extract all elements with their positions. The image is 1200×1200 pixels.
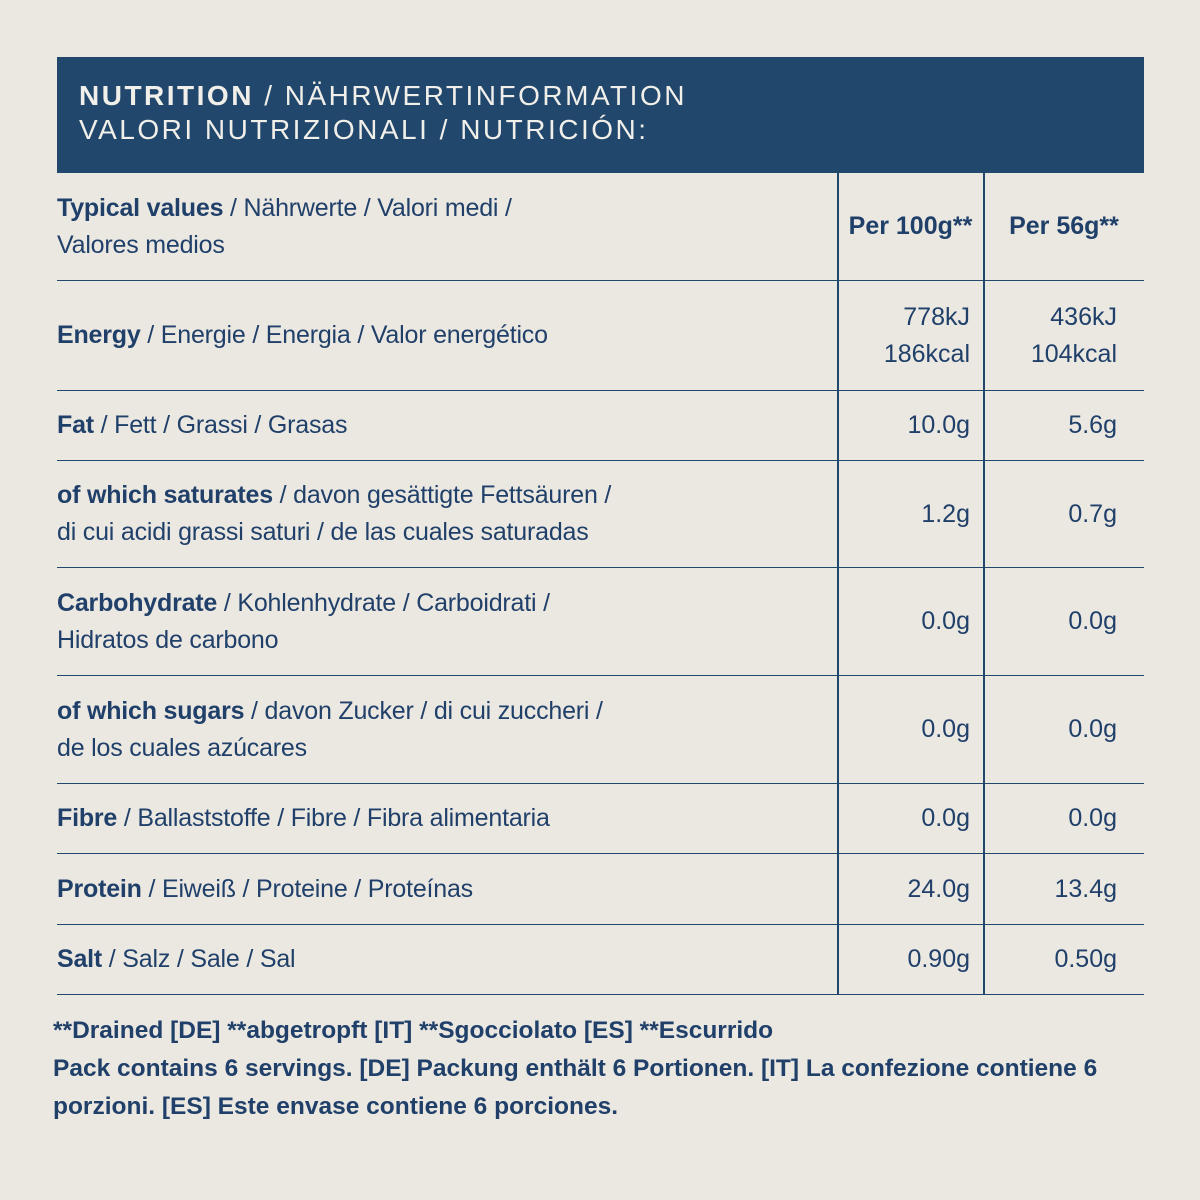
row-label-bold: Energy [57,321,141,349]
row-label-rest: / Energie / Energia / Valor energético [140,321,548,349]
row-label-bold: Carbohydrate [57,588,218,617]
energy-kcal-56g: 104kcal [1030,339,1117,368]
row-label-rest: / Kohlenhydrate / Carboidrati / [217,588,550,617]
row-label-bold: Salt [57,945,103,973]
table-row [57,281,1144,391]
table-row [57,391,1144,461]
row-label-line2: de los cuales azúcares [57,733,307,762]
header-label-rest: / Nährwerte / Valori medi / [223,193,512,222]
row-label-rest: / Salz / Sale / Sal [102,945,296,973]
header-label-bold: Typical values [57,193,224,222]
row-label [57,784,817,853]
header-per-56g [984,173,1144,280]
banner-title-rest: / NÄHRWERTINFORMATION [253,80,687,111]
row-label [57,925,817,994]
row-label-rest: / Fett / Grassi / Grasas [93,411,348,439]
row-label-bold: Protein [57,874,142,903]
row-label [57,676,817,783]
energy-kcal-100g: 186kcal [883,339,970,368]
header-per-100g-text: Per 100g** [848,212,973,240]
value-per-100g [838,854,970,924]
value-text: 0.0g [921,715,970,743]
value-text: 0.0g [1068,715,1117,743]
nutrition-table [57,173,1144,995]
table-row [57,676,1144,784]
value-per-100g [838,391,970,460]
value-per-56g [984,676,1117,783]
table-row [57,854,1144,925]
value-per-56g [984,854,1117,924]
value-per-100g [838,925,970,994]
value-per-56g [984,568,1117,675]
value-per-100g [838,784,970,853]
value-text: 24.0g [907,874,970,903]
row-label-bold: of which saturates [57,481,273,509]
table-row [57,568,1144,676]
banner-title-line2: VALORI NUTRIZIONALI / NUTRICIÓN: [79,114,649,145]
value-per-56g [984,281,1117,390]
value-per-100g [838,461,970,567]
value-per-100g [838,568,970,675]
value-text: 0.90g [907,945,970,973]
value-per-56g [984,461,1117,567]
value-text: 0.7g [1068,499,1117,528]
row-label-bold: Fat [57,411,94,439]
value-per-56g [984,391,1117,460]
value-text: 0.0g [921,607,970,635]
value-text: 13.4g [1054,874,1117,903]
table-row [57,925,1144,995]
header-per-100g [838,173,983,280]
value-text: 0.0g [1068,607,1117,635]
value-per-56g [984,784,1117,853]
footnote [53,1012,1153,1126]
table-row [57,461,1144,568]
row-label-line2: di cui acidi grassi saturi / de las cuales saturadas [57,518,589,546]
row-label-line2: Hidratos de carbono [57,625,279,654]
value-text: 5.6g [1068,411,1117,439]
row-label-rest: / davon gesättigte Fettsäuren / [272,481,612,509]
footnote-servings-line1: Pack contains 6 servings. [DE] Packung enthält 6 Portionen. [IT] La confezione contiene 6 [53,1055,1098,1082]
value-text: 0.50g [1054,945,1117,973]
banner-title-line1 [79,79,1144,113]
row-label [57,461,817,567]
value-per-100g [838,676,970,783]
value-per-56g [984,925,1117,994]
row-label-bold: of which sugars [57,696,245,725]
header-label-line2: Valores medios [57,230,225,259]
table-header-row [57,173,1144,281]
header-label [57,173,817,280]
row-label [57,854,817,924]
row-label [57,391,817,460]
footnote-servings-line2: porzioni. [ES] Este envase contiene 6 porciones. [53,1093,619,1120]
table-row [57,784,1144,854]
row-label-rest: / Ballaststoffe / Fibre / Fibra alimentaria [117,804,550,832]
row-label [57,281,817,390]
row-label-rest: / Eiweiß / Proteine / Proteínas [141,874,473,903]
header-per-56g-text: Per 56g** [1009,212,1119,240]
value-text: 10.0g [907,411,970,439]
row-label [57,568,817,675]
banner-title-bold: NUTRITION [79,80,254,111]
value-text: 1.2g [921,499,970,528]
energy-kj-100g: 778kJ [903,302,970,331]
footnote-drained: **Drained [DE] **abgetropft [IT] **Sgocciolato [ES] **Escurrido [53,1017,774,1044]
nutrition-banner [57,57,1144,173]
row-label-bold: Fibre [57,804,118,832]
value-per-100g [838,281,970,390]
row-label-rest: / davon Zucker / di cui zuccheri / [244,696,603,725]
value-text: 0.0g [1068,804,1117,832]
value-text: 0.0g [921,804,970,832]
energy-kj-56g: 436kJ [1050,302,1117,331]
